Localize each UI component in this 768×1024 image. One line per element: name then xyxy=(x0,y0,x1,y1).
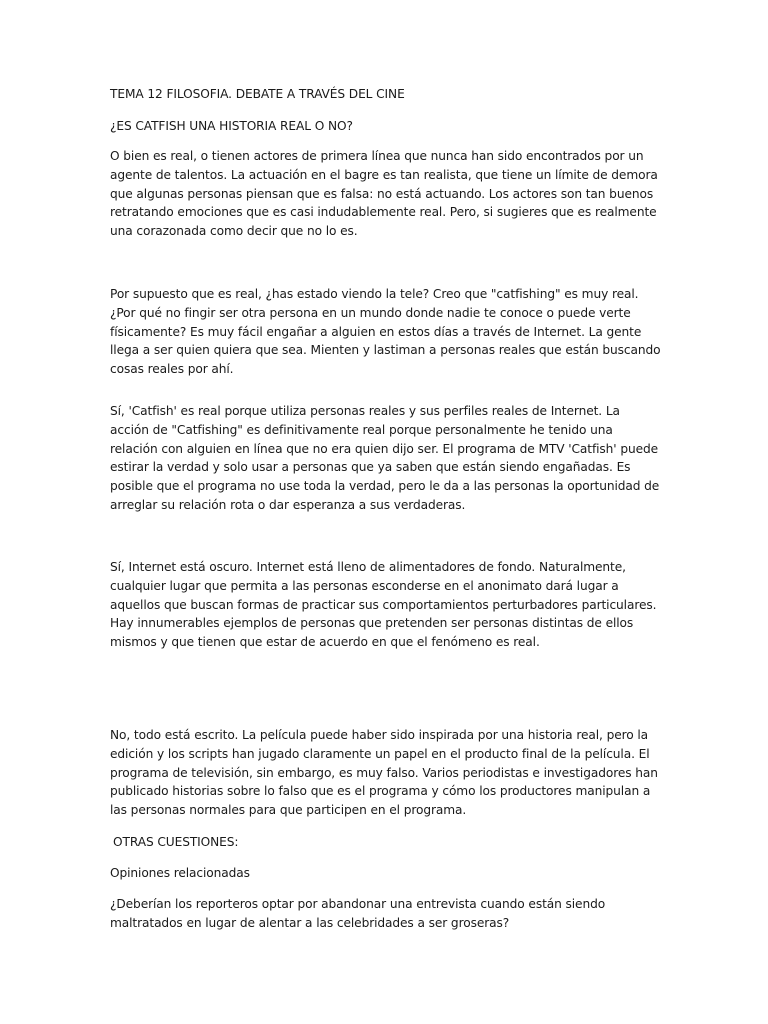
debate-question: ¿ES CATFISH UNA HISTORIA REAL O NO? xyxy=(110,119,353,133)
closing-question: ¿Deberían los reporteros optar por abandonar una entrevista cuando están siendo maltratados en lugar de alentar a las celebridades a ser groseras? xyxy=(110,897,606,930)
paragraph-3: Sí, 'Catfish' es real porque utiliza personas reales y sus perfiles reales de Internet. La acción de "Catfishing" es definitivamente real porque personalmente he tenido una relación con alguien en línea que no era quien dijo ser. El programa de MTV 'Catfish' puede estirar la verdad y solo usar a personas que ya saben que están siendo engañadas. Es posible que el programa no use toda la verdad, pero le da a las personas la oportunidad de arreglar su relación rota o dar esperanza a sus verdaderas. xyxy=(110,404,660,512)
paragraph-4: Sí, Internet está oscuro. Internet está lleno de alimentadores de fondo. Naturalmente, cualquier lugar que permita a las personas esconderse en el anonimato dará lugar a aquellos que buscan formas de practicar sus comportamientos perturbadores particulares. Hay innumerables ejemplos de personas que pretenden ser personas distintas de ellos mismos y que tienen que estar de acuerdo en que el fenómeno es real. xyxy=(110,560,657,650)
other-issues-heading: OTRAS CUESTIONES: xyxy=(113,835,239,849)
paragraph-2: Por supuesto que es real, ¿has estado viendo la tele? Creo que "catfishing" es muy real. ¿Por qué no fingir ser otra persona en un mundo donde nadie te conoce o puede verte físicamente? Es muy fácil engañar a alguien en estos días a través de Internet. La gente llega a ser quien quiera que sea. Mienten y lastiman a personas reales que están buscando cosas reales por ahí. xyxy=(110,287,661,377)
paragraph-1: O bien es real, o tienen actores de primera línea que nunca han sido encontrados por un agente de talentos. La actuación en el bagre es tan realista, que tiene un límite de demora que algunas personas piensan que es falsa: no está actuando. Los actores son tan buenos retratando emociones que es casi indudablemente real. Pero, si sugieres que es realmente una corazonada como decir que no lo es. xyxy=(110,149,658,239)
related-opinions-heading: Opiniones relacionadas xyxy=(110,866,250,880)
document-title: TEMA 12 FILOSOFIA. DEBATE A TRAVÉS DEL CINE xyxy=(110,87,405,101)
paragraph-5: No, todo está escrito. La película puede haber sido inspirada por una historia real, pero la edición y los scripts han jugado claramente un papel en el producto final de la película. El programa de televisión, sin embargo, es muy falso. Varios periodistas e investigadores han publicado historias sobre lo falso que es el programa y cómo los productores manipulan a las personas normales para que participen en el programa. xyxy=(110,728,658,818)
